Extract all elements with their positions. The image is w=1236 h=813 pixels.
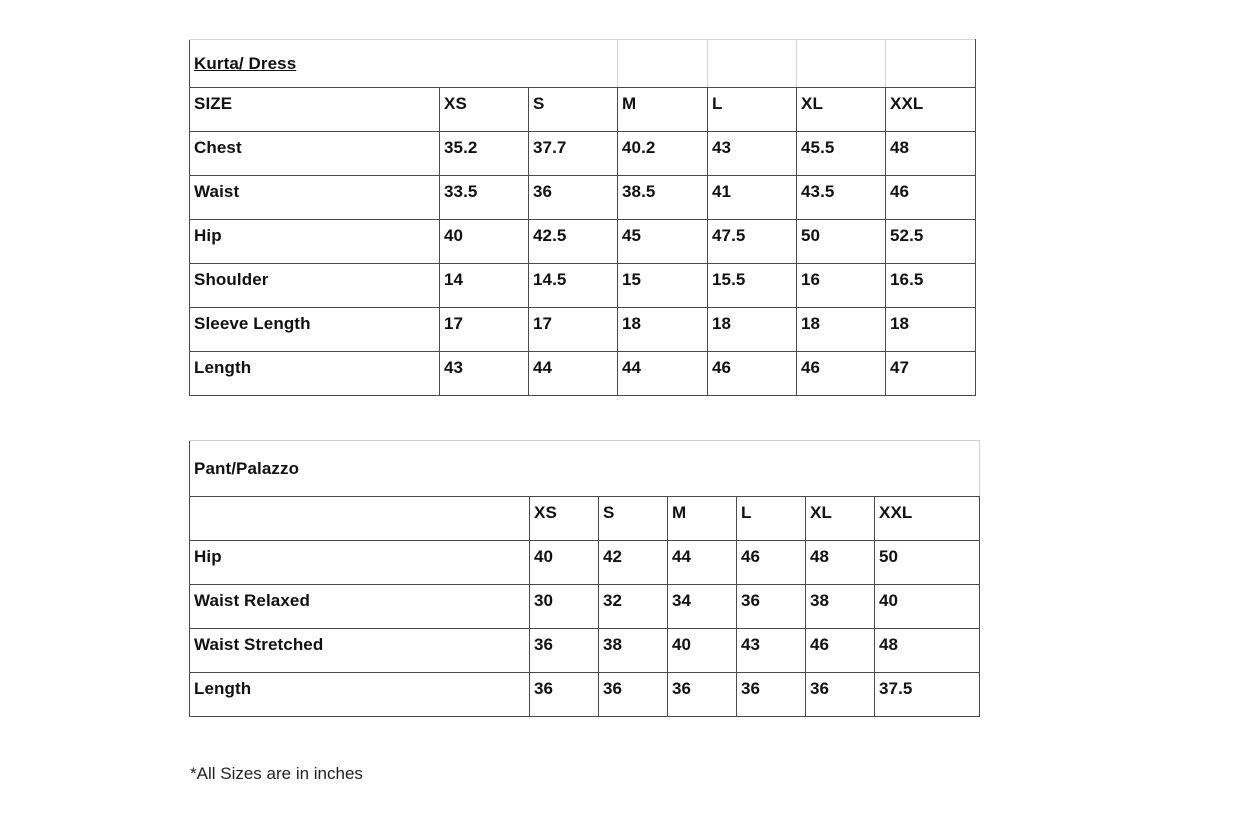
pant-header-cell: L	[737, 497, 806, 541]
table-cell: 37.7	[529, 132, 618, 176]
table-cell: 34	[668, 585, 737, 629]
pant-header-cell: XS	[530, 497, 599, 541]
kurta-header-cell: L	[708, 88, 797, 132]
row-label: Waist Relaxed	[190, 585, 530, 629]
table-row	[190, 629, 980, 673]
table-cell: 52.5	[886, 220, 976, 264]
table-cell: 16.5	[886, 264, 976, 308]
table-cell: 17	[440, 308, 529, 352]
table-cell: 48	[806, 541, 875, 585]
table-cell: 30	[530, 585, 599, 629]
kurta-header-cell: XS	[440, 88, 529, 132]
table-row	[190, 220, 976, 264]
table-cell: 36	[806, 673, 875, 717]
table-cell: 43	[708, 132, 797, 176]
table-cell: 41	[708, 176, 797, 220]
table-cell: 47.5	[708, 220, 797, 264]
table-row	[190, 264, 976, 308]
pant-header-cell: S	[599, 497, 668, 541]
table-cell: 42	[599, 541, 668, 585]
table-row	[190, 176, 976, 220]
table-cell: 46	[708, 352, 797, 396]
table-cell: 46	[806, 629, 875, 673]
table-row	[190, 541, 980, 585]
kurta-size-table	[189, 39, 976, 396]
table-cell: 42.5	[529, 220, 618, 264]
kurta-header-row	[190, 88, 976, 132]
row-label: Shoulder	[190, 264, 440, 308]
table-cell: 50	[797, 220, 886, 264]
table-cell: 36	[737, 585, 806, 629]
pant-size-table	[189, 440, 980, 717]
kurta-title-cell	[190, 40, 618, 88]
table-cell: 44	[668, 541, 737, 585]
table-cell: 18	[618, 308, 708, 352]
table-cell: 15.5	[708, 264, 797, 308]
table-cell: 37.5	[875, 673, 980, 717]
row-label: Hip	[190, 220, 440, 264]
table-cell: 50	[875, 541, 980, 585]
row-label: Length	[190, 673, 530, 717]
pant-header-cell: XL	[806, 497, 875, 541]
table-cell: 43.5	[797, 176, 886, 220]
kurta-header-cell: XL	[797, 88, 886, 132]
row-label: Sleeve Length	[190, 308, 440, 352]
table-cell: 36	[530, 673, 599, 717]
table-row	[190, 352, 976, 396]
table-cell: 14.5	[529, 264, 618, 308]
table-cell: 18	[708, 308, 797, 352]
table-cell: 40	[668, 629, 737, 673]
table-cell: 18	[797, 308, 886, 352]
row-label: Length	[190, 352, 440, 396]
kurta-header-cell: SIZE	[190, 88, 440, 132]
table-cell: 36	[599, 673, 668, 717]
table-cell: 36	[668, 673, 737, 717]
table-cell: 16	[797, 264, 886, 308]
table-cell: 44	[618, 352, 708, 396]
kurta-header-cell: XXL	[886, 88, 976, 132]
pant-title-row	[190, 441, 980, 497]
table-cell: 40.2	[618, 132, 708, 176]
table-cell: 18	[886, 308, 976, 352]
table-row	[190, 585, 980, 629]
kurta-header-cell: S	[529, 88, 618, 132]
row-label: Chest	[190, 132, 440, 176]
pant-header-row	[190, 497, 980, 541]
pant-table-title: Pant/Palazzo	[194, 458, 300, 478]
pant-title-cell	[190, 441, 980, 497]
table-cell: 15	[618, 264, 708, 308]
table-cell: 32	[599, 585, 668, 629]
kurta-header-cell: M	[618, 88, 708, 132]
table-cell: 47	[886, 352, 976, 396]
table-cell: 40	[440, 220, 529, 264]
kurta-title-row	[190, 40, 976, 88]
table-cell: 36	[530, 629, 599, 673]
table-cell: 17	[529, 308, 618, 352]
table-cell: 46	[886, 176, 976, 220]
table-cell: 38.5	[618, 176, 708, 220]
units-footnote: *All Sizes are in inches	[190, 764, 363, 783]
table-cell: 36	[737, 673, 806, 717]
table-row	[190, 308, 976, 352]
pant-header-cell: M	[668, 497, 737, 541]
kurta-table-title: Kurta/ Dress	[194, 53, 297, 73]
table-cell: 14	[440, 264, 529, 308]
table-cell: 44	[529, 352, 618, 396]
table-cell: 43	[440, 352, 529, 396]
table-row	[190, 132, 976, 176]
row-label: Waist Stretched	[190, 629, 530, 673]
table-row	[190, 673, 980, 717]
table-cell: 43	[737, 629, 806, 673]
table-cell: 36	[529, 176, 618, 220]
pant-header-cell: XXL	[875, 497, 980, 541]
pant-header-cell	[190, 497, 530, 541]
table-cell: 40	[875, 585, 980, 629]
table-cell: 45.5	[797, 132, 886, 176]
row-label: Waist	[190, 176, 440, 220]
table-cell: 46	[737, 541, 806, 585]
table-cell: 40	[530, 541, 599, 585]
row-label: Hip	[190, 541, 530, 585]
table-cell: 38	[599, 629, 668, 673]
table-cell: 48	[886, 132, 976, 176]
table-cell: 48	[875, 629, 980, 673]
table-cell: 38	[806, 585, 875, 629]
table-cell: 35.2	[440, 132, 529, 176]
table-cell: 46	[797, 352, 886, 396]
table-cell: 33.5	[440, 176, 529, 220]
table-cell: 45	[618, 220, 708, 264]
